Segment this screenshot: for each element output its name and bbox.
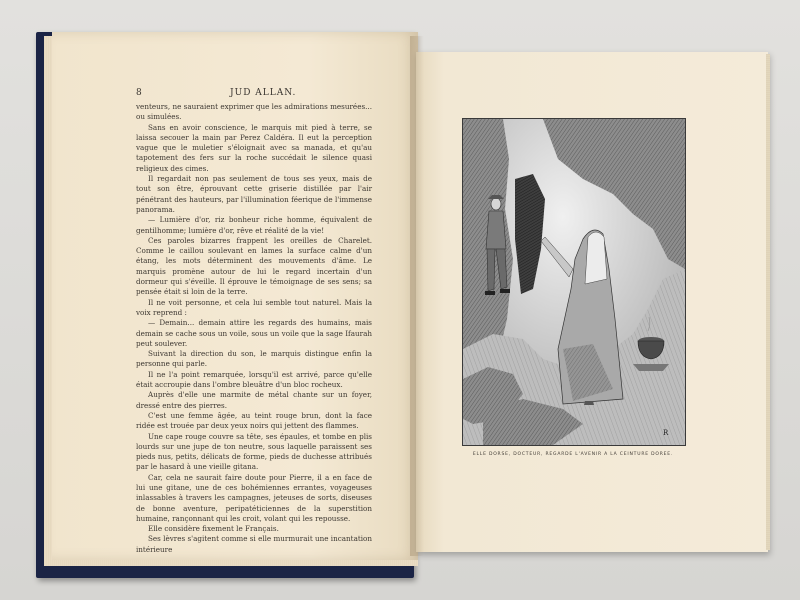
illustration-caption: ELLE DORSE, DOCTEUR, REGARDE L'AVENIR A LA CEINTURE DOREE. — [472, 452, 674, 457]
right-page-stack-edge — [766, 54, 770, 550]
paragraph: C'est une femme âgée, au teint rouge brun, dont la face ridée est trouée par deux yeux noirs qui jettent des flammes. — [136, 410, 372, 431]
paragraph: Ses lèvres s'agitent comme si elle murmurait une incantation intérieure — [136, 534, 372, 554]
paragraph: Il ne voit personne, et cela lui semble tout naturel. Mais la voix reprend : — [136, 297, 372, 317]
paragraph: Suivant la direction du son, le marquis distingue enfin la personne qui parle. — [136, 349, 372, 369]
illustration-signature: R — [663, 429, 669, 437]
paragraph: Il ne l'a point remarquée, lorsqu'il est arrivé, parce qu'elle était accroupie dans l'ombre bleuâtre d'un bloc rocheux. — [136, 369, 372, 390]
page-number: 8 — [136, 88, 143, 98]
paragraph: Ces paroles bizarres frappent les oreilles de Charelet. Comme le caillou soulevant en lames la surface calme d'un étang, les mots déterminent des mouvements d'âme. Le marquis promène autour de lui le regard incertain d'un dormeur qui s'éveille. Il éprouve le témoignage de ses sens; sa pensée était si loin de la terre. — [136, 235, 372, 297]
paragraph: Une cape rouge couvre sa tête, ses épaules, et tombe en plis lourds sur une jupe de ton neutre, sous laquelle paraissent ses pieds nus, petits, délicats de forme, pieds de duchesse attribués par le hasard à une vieille gitana. — [136, 431, 372, 472]
running-title: JUD ALLAN. — [230, 88, 297, 98]
paragraph: venteurs, ne sauraient exprimer que les admirations mesurées... ou simulées. — [136, 102, 372, 122]
paragraph: — Demain... demain attire les regards des humains, mais demain se cache sous un voile, sous un voile que la sage Ifaurah peut soulever. — [136, 318, 372, 348]
engraving-illustration — [462, 118, 686, 446]
paragraph: Elle considère fixement le Français. — [148, 524, 279, 534]
paragraph: Car, cela ne saurait faire doute pour Pierre, il a en face de lui une gitane, une de ces bohémiennes errantes, voyageuses inlassables à travers les campagnes, jeteuses de sorts, diseuses de bonne aventure, peripatéticiennes de la superstition humaine, rançonnant qui les croit, volant qui les repousse. — [136, 472, 372, 523]
paragraph: — Lumière d'or, riz bonheur riche homme, équivalent de gentilhomme; lumière d'or, rêve et réalité de la vie! — [136, 215, 372, 235]
paragraph: Auprès d'elle une marmite de métal chante sur un foyer, dressé entre des pierres. — [136, 390, 372, 410]
paragraph: Sans en avoir conscience, le marquis mit pied à terre, se laissa secouer la main par Perez Caldéra. Il eut la perception vague que le muletier s'éloignait avec sa manada, et qu'au tapotement des fers sur la roche succédait le silence quasi religieux des cimes. — [136, 122, 372, 173]
left-page-body-text — [136, 102, 372, 555]
paragraph: Il regardait non pas seulement de tous ses yeux, mais de tout son être, éprouvant cette griserie distillée par l'air pénétrant des hauteurs, par l'illumination féerique de l'immense panorama. — [136, 174, 372, 214]
book-gutter — [410, 36, 424, 556]
